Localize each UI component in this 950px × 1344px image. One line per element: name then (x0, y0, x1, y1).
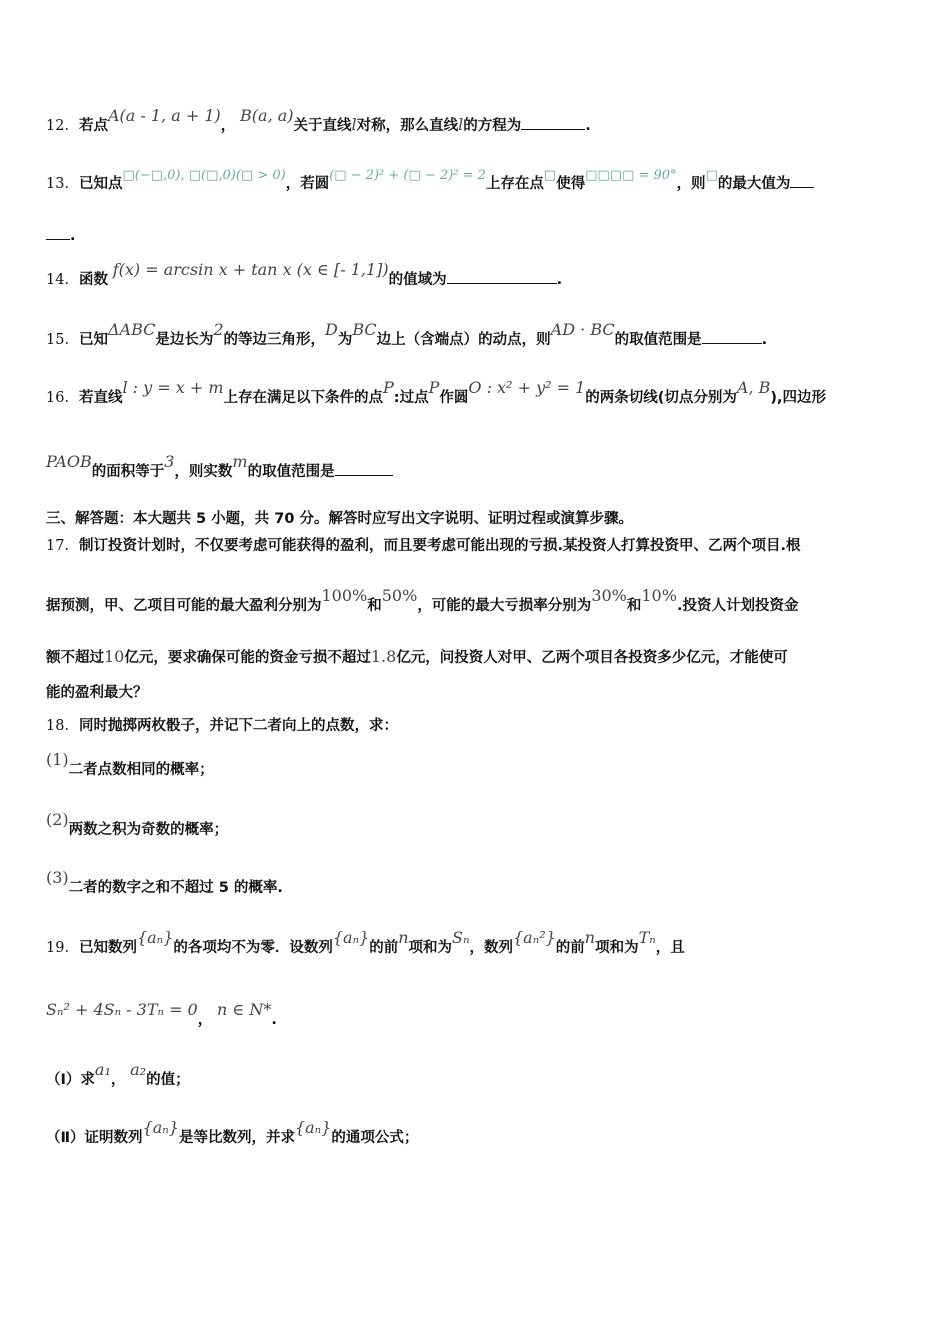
math-expression: f(x) = arcsin x + tan x (x ∈ [- 1,1]) (112, 260, 389, 279)
answer-blank (702, 329, 762, 344)
question-number: 13． (46, 176, 79, 192)
question-17-line2: 据预测，甲、乙项目可能的最大盈利分别为100%和50%，可能的最大亏损率分别为30%和10%.投资人计划投资金 (46, 586, 799, 614)
question-17-line3: 额不超过10亿元，要求确保可能的资金亏损不超过1.8亿元，问投资人对甲、乙两个项目各投资多少亿元，才能使可 (46, 647, 788, 666)
math-expression: Sₙ² + 4Sₙ - 3Tₙ = 0 (46, 1000, 198, 1019)
question-16: 16．若直线l : y = x + m上存在满足以下条件的点P:过点P作圆O : x² + y² = 1的两条切线(切点分别为A, B),四边形 (46, 378, 827, 406)
question-18: 18．同时抛掷两枚骰子，并记下二者向上的点数，求： (46, 718, 398, 734)
question-number: 12． (46, 118, 79, 134)
section-heading: 三、解答题：本大题共 5 小题，共 70 分。解答时应写出文字说明、证明过程或演算步骤。 (46, 511, 633, 527)
question-18-part1: (1)二者点数相同的概率； (46, 750, 214, 778)
question-17: 17．制订投资计划时，不仅要考虑可能获得的盈利，而且要考虑可能出现的亏损.某投资人打算投资甲、乙两个项目.根 (46, 538, 801, 554)
math-expression: PAOB (46, 452, 92, 471)
math-expression: B(a, a) (240, 106, 294, 125)
question-19: 19．已知数列{aₙ}的各项均不为零．设数列{aₙ}的前n项和为Sₙ，数列{aₙ²}的前n项和为Tₙ，且 (46, 928, 685, 956)
question-number: 15． (46, 332, 79, 348)
question-number: 19． (46, 940, 79, 956)
question-15: 15．已知ΔABC是边长为2的等边三角形，D为BC边上（含端点）的动点，则AD · BC的取值范围是 . (46, 320, 768, 348)
answer-blank (790, 173, 814, 188)
question-19-condition: Sₙ² + 4Sₙ - 3Tₙ = 0， n ∈ N*. (46, 1000, 277, 1028)
math-expression: l : y = x + m (122, 378, 224, 397)
math-expression: (□ − 2)² + (□ − 2)² = 2 (329, 168, 486, 183)
question-18-part2: (2)两数之积为奇数的概率； (46, 810, 229, 838)
math-expression: ΔABC (107, 320, 156, 339)
answer-blank (46, 225, 70, 240)
math-expression: O : x² + y² = 1 (468, 378, 586, 397)
question-number: 14． (46, 272, 79, 288)
question-12: 12．若点A(a - 1, a + 1)， B(a, a)关于直线l对称，那么直线l的方程为 . (46, 106, 591, 134)
answer-blank (521, 115, 585, 130)
question-19-part2: （Ⅱ）证明数列{aₙ}是等比数列，并求{aₙ}的通项公式； (46, 1118, 419, 1146)
math-expression: AD · BC (550, 320, 615, 339)
question-17-line4: 能的盈利最大？ (46, 685, 148, 701)
question-number: 17． (46, 538, 79, 554)
math-expression: A(a - 1, a + 1) (107, 106, 221, 125)
question-16-cont: PAOB的面积等于3，则实数m的取值范围是 (46, 460, 393, 483)
math-expression: □□□□ = 90° (585, 168, 677, 183)
question-13: 13．已知点□(−□,0), □(□,0)(□ > 0)，若圆(□ − 2)² + (□ − 2)² = 2上存在点□使得□□□□ = 90°，则□的最大值为 (46, 172, 814, 196)
question-number: 18． (46, 718, 79, 734)
answer-blank (335, 461, 393, 476)
question-13-cont: . (46, 224, 76, 247)
question-18-part3: (3)二者的数字之和不超过 5 的概率. (46, 868, 283, 896)
answer-blank (447, 269, 557, 284)
question-19-part1: （Ⅰ）求a₁， a₂的值； (46, 1060, 190, 1088)
math-expression: n ∈ N* (217, 1000, 272, 1019)
math-expression: □(−□,0), □(□,0)(□ > 0) (122, 168, 286, 183)
question-14: 14．函数 f(x) = arcsin x + tan x (x ∈ [- 1,1])的值域为 . (46, 260, 563, 288)
question-number: 16． (46, 390, 79, 406)
